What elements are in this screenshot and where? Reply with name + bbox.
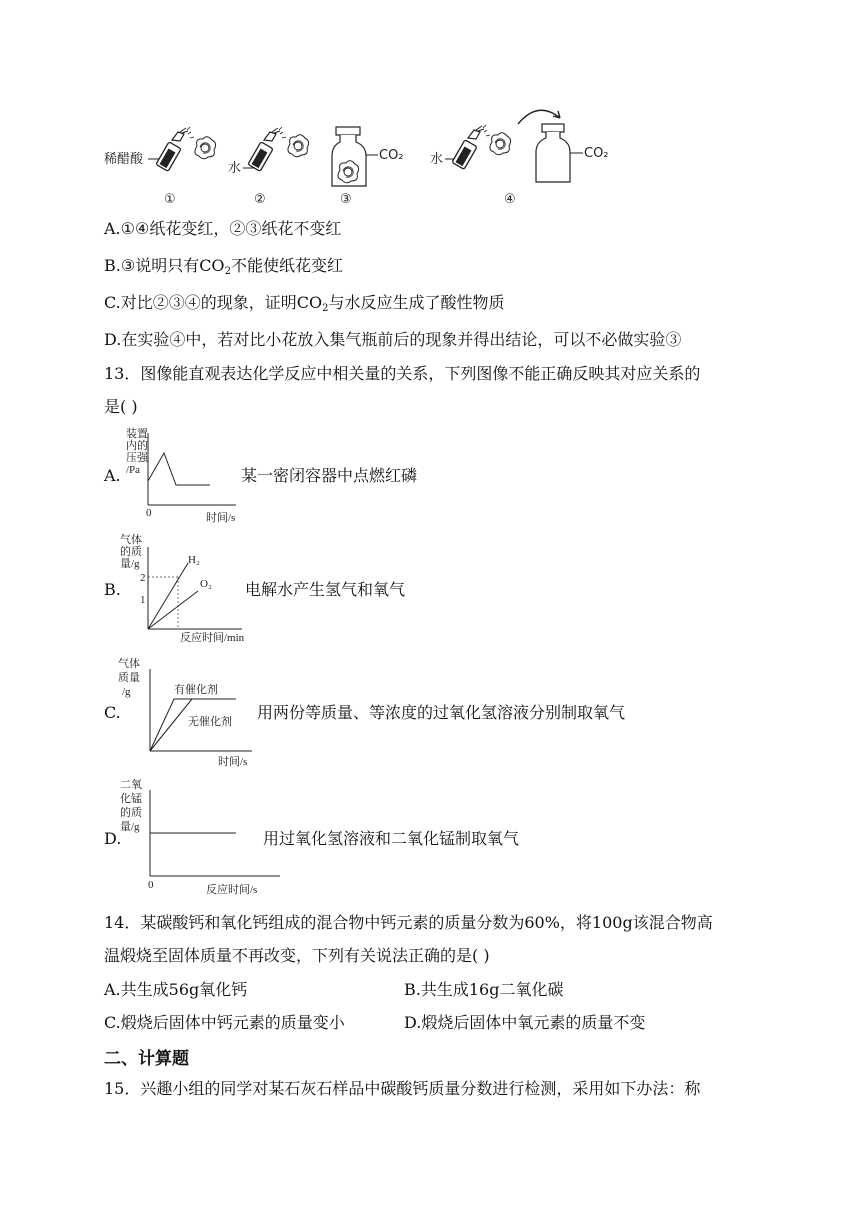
- fig-label-water-2: 水: [228, 161, 242, 176]
- q12-option-b: B.③说明只有$CO_2$不能使纸花变红: [104, 256, 343, 277]
- graph-b-ylabel-1: 的质: [120, 546, 142, 558]
- q12-option-d: D.在实验④中，若对比小花放入集气瓶前后的现象并得出结论，可以不必做实验③: [104, 330, 682, 349]
- fig-label-water-4: 水: [430, 152, 444, 167]
- q13-graph-b: [118, 533, 248, 643]
- q13-option-b-caption: 电解水产生氢气和氧气: [245, 580, 406, 599]
- graph-a-curve: [148, 453, 210, 485]
- fig-number-2: ②: [254, 192, 266, 207]
- q13-graph-c: [116, 655, 256, 770]
- graph-b-tick-2: 2: [140, 572, 146, 584]
- q14-option-c: C.煅烧后固体中钙元素的质量变小: [104, 1013, 345, 1032]
- fig-number-3: ③: [340, 192, 352, 207]
- q14-stem-line2: 温煅烧至固体质量不再改变，下列有关说法正确的是( ): [104, 946, 490, 965]
- graph-b-ylabel-2: 量/g: [120, 558, 140, 570]
- graph-b-h2-line: [148, 563, 188, 629]
- graph-b-tick-1: 1: [140, 594, 146, 606]
- graph-a-ylabel-1: 内的: [126, 440, 148, 452]
- graph-b-o2-line: [148, 591, 198, 629]
- fig-label-co2-3: CO₂: [379, 148, 404, 163]
- graph-b-xlabel: 反应时间/min: [180, 632, 245, 644]
- experiment-figure: [0, 0, 860, 220]
- q13-option-c-caption: 用两份等质量、等浓度的过氧化氢溶液分别制取氧气: [257, 703, 626, 722]
- graph-c-series-catalyst: 有催化剂: [174, 684, 218, 696]
- fig-number-1: ①: [164, 192, 176, 207]
- graph-a-ylabel-0: 装置: [126, 428, 148, 440]
- graph-d-ylabel-0: 二氧: [120, 779, 142, 791]
- q12-option-c: C.对比②③④的现象，证明$CO_2$与水反应生成了酸性物质: [104, 293, 505, 314]
- section-heading: 二、计算题: [104, 1049, 189, 1069]
- fig-label-vinegar: 稀醋酸: [104, 152, 144, 167]
- fig-number-4: ④: [504, 192, 516, 207]
- q13-option-d-label: D.: [104, 829, 122, 848]
- graph-c-no-catalyst-curve: [150, 699, 192, 751]
- q13-graph-a: [120, 425, 240, 525]
- q14-stem-line1: 14．某碳酸钙和氧化钙组成的混合物中钙元素的质量分数为60%，将100g该混合物高: [104, 913, 713, 932]
- q13-option-b-label: B.: [104, 580, 121, 599]
- graph-a-ylabel-2: 压强: [126, 452, 148, 464]
- q14-option-b: B.共生成16g二氧化碳: [404, 980, 564, 999]
- q13-option-a-caption: 某一密闭容器中点燃红磷: [241, 466, 418, 485]
- q15-stem-line1: 15．兴趣小组的同学对某石灰石样品中碳酸钙质量分数进行检测，采用如下办法：称: [104, 1079, 701, 1098]
- q12-option-a: A.①④纸花变红，②③纸花不变红: [104, 219, 342, 238]
- graph-c-ylabel-2: /g: [122, 686, 131, 698]
- q14-option-a: A.共生成56g氧化钙: [104, 980, 248, 999]
- graph-d-origin: 0: [148, 879, 154, 891]
- graph-b-series-o2: O₂: [200, 578, 212, 590]
- graph-a-origin: 0: [146, 507, 152, 519]
- fig-label-co2-4: CO₂: [584, 146, 609, 161]
- graph-c-xlabel: 时间/s: [218, 756, 248, 768]
- q13-option-a-label: A.: [104, 466, 121, 485]
- graph-b-series-h2: H₂: [188, 554, 200, 566]
- q14-option-d: D.煅烧后固体中氧元素的质量不变: [404, 1013, 646, 1032]
- graph-d-xlabel: 反应时间/s: [206, 884, 258, 896]
- graph-d-ylabel-2: 的质: [120, 807, 142, 819]
- graph-b-ylabel-0: 气体: [120, 534, 142, 546]
- graph-c-ylabel-0: 气体: [118, 658, 140, 670]
- graph-c-series-no-catalyst: 无催化剂: [188, 716, 232, 728]
- graph-a-ylabel-3: /Pa: [126, 464, 141, 476]
- graph-d-ylabel-3: 量/g: [120, 821, 140, 833]
- q13-graph-d: [116, 776, 286, 896]
- graph-c-ylabel-1: 质量: [118, 672, 140, 684]
- graph-d-ylabel-1: 化锰: [120, 793, 142, 805]
- q13-option-c-label: C.: [104, 703, 121, 722]
- q13-stem-line1: 13．图像能直观表达化学反应中相关量的关系，下列图像不能正确反映其对应关系的: [104, 364, 701, 383]
- graph-a-xlabel: 时间/s: [206, 512, 236, 524]
- q13-stem-line2: 是( ): [104, 397, 138, 416]
- q13-option-d-caption: 用过氧化氢溶液和二氧化锰制取氧气: [263, 829, 520, 848]
